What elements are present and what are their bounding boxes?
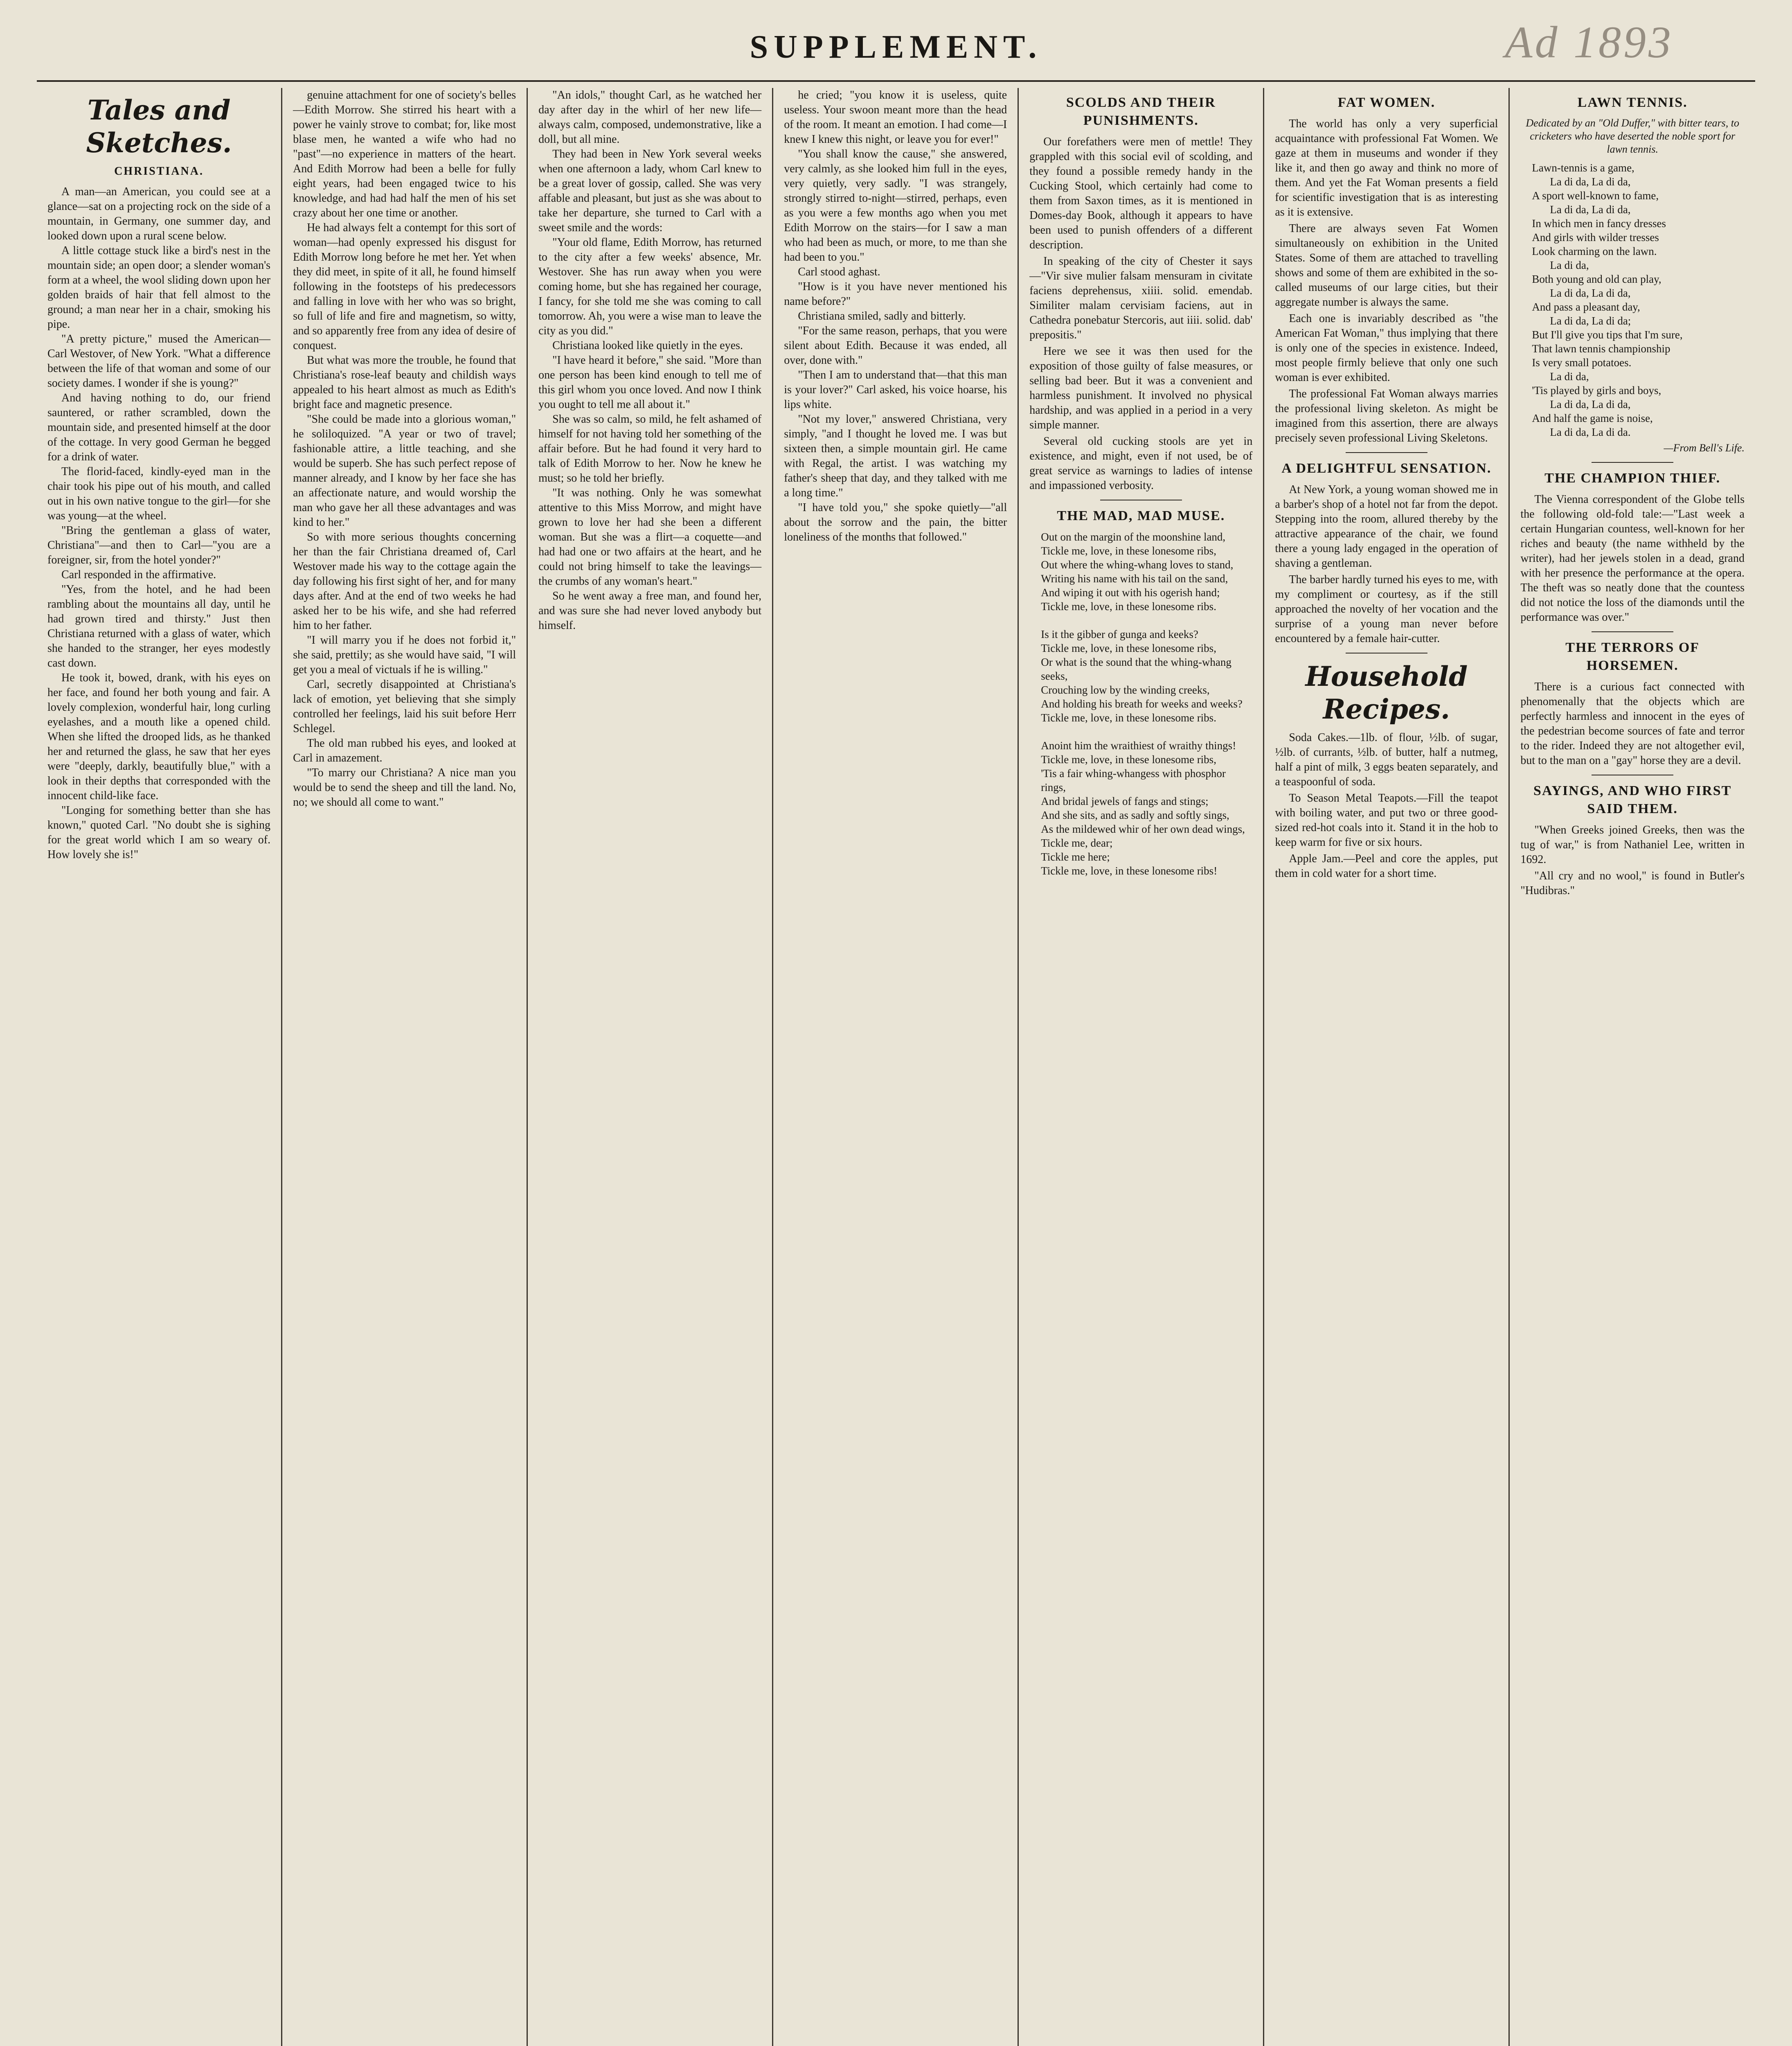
verse-line: Tickle me, love, in these lonesome ribs, [1041,753,1216,766]
verse-line: Tickle me, love, in these lonesome ribs. [1041,600,1216,613]
paragraph: To Season Metal Teapots.—Fill the teapot with boiling water, and put two or three good-sized red-hot coals into it. Stand it in the hob to keep warm for five or six hours. [1275,792,1498,849]
terrors-of-horsemen-article [1520,680,1745,768]
verse-line: Is it the gibber of gunga and keeks? [1041,628,1198,640]
paragraph: Each one is invariably described as "the American Fat Woman," thus implying that there is only one of the species in existence. Indeed, most people firmly believe that only one such woman is ever exhibited. [1275,312,1498,384]
verse-line: La di da, La di da, [1550,398,1631,410]
sensation-article [1275,482,1498,646]
verse-line: And wiping it out with his ogerish hand; [1041,586,1220,599]
verse-line: But I'll give you tips that I'm sure, [1532,329,1683,341]
verse-line: Writing his name with his tail on the sand, [1041,572,1228,585]
paragraph: "Not my lover," answered Christiana, very simply, "and I thought he loved me. I was but sixteen then, a simple mountain girl. He came with Regal, the artist. I was watching my father's sheep that day, and they talked with me a long time." [784,413,1007,499]
paragraph: "A pretty picture," mused the American—Carl Westover, of New York. "What a difference between the life of that woman and some of our society dames. I wonder if she is young?" [47,333,271,390]
scolds-article [1029,135,1252,493]
verse-line: La di da, La di da. [1550,426,1631,438]
verse-line: As the mildewed whir of her own dead wings, [1041,823,1245,835]
mad-muse-poem [1029,530,1252,878]
paragraph: Here we see it was then used for the exposition of those guilty of false measures, or selling bad beer. But it was a convenient and harmless punishment. It involved no physical hardship, and was applied in a period in a very simple manner. [1029,345,1253,431]
paragraph: Christiana smiled, sadly and bitterly. [798,310,966,322]
paragraph: But what was more the trouble, he found that Christiana's rose-leaf beauty and childish ways appealed to his heart almost as much as Edith's bright face and magnetic presence. [293,354,516,411]
sayings-article [1520,823,1745,898]
verse-line: Or what is the sound that the whing-whang seeks, [1041,656,1231,682]
verse-line [1041,613,1252,627]
paragraph: A little cottage stuck like a bird's nest in the mountain side; an open door; a slender woman's form at a wheel, the wool sliding down upon her golden braids of hair that fell almost to the ground; a man near her in a chair, smoking his pipe. [47,244,271,331]
paragraph: Carl, secretly disappointed at Christiana's lack of emotion, yet believing that she simply controlled her feelings, laid his suit before Herr Schlegel. [293,678,516,735]
paragraph: "Bring the gentleman a glass of water, Christiana"—and then to Carl—"you are a foreigner, sir, from the hotel yonder?" [47,524,271,566]
story-body-continued [293,88,516,2046]
verse-line: Crouching low by the winding creeks, [1041,684,1210,696]
verse-line: Tickle me here; [1041,851,1110,863]
paragraph: He had always felt a contempt for this sort of woman—had openly expressed his disgust for Edith Morrow long before he met her. Yet when they did meet, in spite of it all, he found himself following in the footsteps of his predecessors and falling in love with her who was so bright, so full of life and fire and magnetism, so witty, and so apparently free from any idea of desire of conquest. [293,221,516,352]
verse-line [1041,725,1252,739]
verse-line: Tickle me, love, in these lonesome ribs. [1041,712,1216,724]
paragraph: So he went away a free man, and found her, and was sure she had never loved anybody but himself. [538,590,762,632]
paragraph: "When Greeks joined Greeks, then was the tug of war," is from Nathaniel Lee, written in 1692. [1520,824,1745,866]
paragraph: She was so calm, so mild, he felt ashamed of himself for not having told her something of the affair before. But he had found it very hard to talk of Edith Morrow to her. Now he knew he must; so he told her briefly. [538,413,762,484]
story-body-continued [538,88,761,2046]
divider [1592,631,1673,632]
verse-line: La di da, La di da, [1550,287,1631,299]
column-5 [1019,88,1264,2046]
fat-women-title: FAT WOMEN. [1337,95,1436,110]
verse-line: And girls with wilder tresses [1532,231,1659,243]
paragraph: A man—an American, you could see at a glance—sat on a projecting rock on the side of a mountain, in Germany, one summer day, and looked down upon a rural scene below. [47,185,271,242]
verse-line: La di da, [1550,259,1589,271]
columns [37,88,1755,2046]
verse-line: Tickle me, love, in these lonesome ribs! [1041,865,1218,877]
divider [1592,462,1673,463]
champion-thief-title: THE CHAMPION THIEF. [1544,471,1721,486]
divider [1346,452,1427,453]
champion-thief-article [1520,492,1745,625]
paragraph: "I have told you," she spoke quietly—"all about the sorrow and the pain, the bitter loneliness of the months that followed." [784,501,1007,543]
verse-line: That lawn tennis championship [1532,343,1670,355]
library-stamp: Ad 1893 [1505,17,1673,67]
column-2 [282,88,528,2046]
paragraph: "Then I am to understand that—that this man is your lover?" Carl asked, his voice hoarse, his lips white. [784,369,1007,411]
paragraph: There are always seven Fat Women simultaneously on exhibition in the United States. Some of them are attached to travelling shows and some of them are exhibited in the so-called museums of our large cities, but their aggregate number is always the same. [1275,222,1498,309]
paragraph: So with more serious thoughts concerning her than the fair Christiana dreamed of, Carl Westover made his way to the cottage again the day following his first sight of her, and for many days after. And at the end of two weeks he had asked her to be his wife, and she had referred him to her father. [293,531,516,632]
paragraph: The world has only a very superficial acquaintance with professional Fat Women. We gaze at them in museums and wonder if they like it, and then go away and think no more of them. And yet the Fat Woman presents a field for scientific investigation that is as interesting as it is extensive. [1275,117,1498,219]
paragraph: "I have heard it before," she said. "More than one person has been kind enough to tell me of this girl whom you once loved. And now I think you ought to tell me all about it." [538,354,762,411]
masthead [45,16,1747,78]
section-heading-tales: Tales and Sketches. [86,94,232,159]
verse-line: And holding his breath for weeks and weeks? [1041,698,1243,710]
verse-line: La di da, [1550,370,1589,383]
household-recipes [1275,730,1498,881]
story-title: CHRISTIANA. [114,165,204,178]
paragraph: "I will marry you if he does not forbid it," she said, prettily; as she would have said, "I will get you a meal of victuals if he is willing." [293,634,516,676]
paragraph: They had been in New York several weeks when one afternoon a lady, whom Carl knew to be a great lover of gossip, called. She was very affable and pleasant, but just as she was about to take her departure, she turned to Carl with a sweet smile and the words: [538,148,762,234]
paragraph: There is a curious fact connected with phenomenally that the objects which are perfectly harmless and innocent in the eyes of the pedestrian become sources of fate and terror to the rider. Indeed they are not altogether evil, but to the man on a "gay" horse they are a devil. [1520,680,1745,767]
column-1 [37,88,282,2046]
column-4 [773,88,1019,2046]
household-recipes-title: Household Recipes. [1305,660,1468,725]
masthead-rule [37,80,1755,82]
paragraph: "All cry and no wool," is found in Butler's "Hudibras." [1520,870,1745,897]
verse-line: Anoint him the wraithiest of wraithy things! [1041,739,1236,752]
paragraph: Our forefathers were men of mettle! They grappled with this social evil of scolding, and they found a possible remedy handy in the Cucking Stool, which certainly had come to them from Saxon times, as it is mentioned in Domes-day Book, although it appears to have been used to punish offenders of a different description. [1029,135,1253,251]
paragraph: The Vienna correspondent of the Globe tells the following old-fold tale:—"Last week a certain Hungarian countess, well-known for her riches and beauty (the name withheld by the writer), had her jewels stolen in a dead, grand with her presence the performance at the opera. The theft was so neatly done that the countess did not notice the loss of the diamonds until the performance was over." [1520,493,1745,624]
verse-line: Tickle me, love, in these lonesome ribs, [1041,545,1216,557]
verse-line: Is very small potatoes. [1532,356,1632,369]
paragraph: Soda Cakes.—1lb. of flour, ½lb. of sugar, ½lb. of currants, ½lb. of butter, half a nutmeg, half a pint of milk, 3 eggs beaten separately, and a teaspoonful of soda. [1275,731,1498,788]
paragraph: Carl stood aghast. [798,266,880,278]
paragraph: "It was nothing. Only he was somewhat attentive to this Miss Morrow, and might have grown to love her had she been a different woman. But she was a flirt—a coquette—and had had one or two affairs at the heart, and he could not bring himself to take the leavings—the crumbs of any woman's heart." [538,487,762,588]
verse-line: And pass a pleasant day, [1532,301,1640,313]
paragraph: Carl responded in the affirmative. [61,568,216,581]
lawn-tennis-dedication: Dedicated by an "Old Duffer," with bitter tears, to cricketers who have deserted the noble sport for lawn tennis. [1526,117,1739,155]
paragraph: He took it, bowed, drank, with his eyes on her face, and found her both young and fair. A lovely complexion, wonderful hair, long curling eyelashes, and a mouth like a opened child. When she lifted the drooped lids, as he thanked her and returned the glass, he saw that her eyes were "deeply, darkly, beautifully blue," with a look in their depths that corresponded with the innocent child-like face. [47,671,271,802]
sensation-title: A DELIGHTFUL SENSATION. [1281,461,1492,476]
paragraph: Apple Jam.—Peel and core the apples, put them in cold water for a short time. [1275,852,1498,880]
sayings-title: SAYINGS, AND WHO FIRST SAID THEM. [1533,783,1732,816]
verse-line: And half the game is noise, [1532,412,1653,424]
paragraph: "Your old flame, Edith Morrow, has returned to the city after a few weeks' absence, Mr. Westover. She has run away when you were coming home, but she has regained her courage, I fancy, for she told me she was coming to call tomorrow. Ah, you were a wise man to leave the city as you did." [538,236,762,337]
verse-line: In which men in fancy dresses [1532,217,1666,230]
fat-women-article [1275,117,1498,446]
verse-line: Tickle me, love, in these lonesome ribs, [1041,642,1216,654]
verse-line: La di da, La di da; [1550,315,1631,327]
paragraph: The barber hardly turned his eyes to me, with my compliment or courtesy, as if the still approached the novelty of her vocation and the surprise of a young man never before encountered by a female hair-cutter. [1275,573,1498,645]
verse-line: A sport well-known to fame, [1532,189,1659,202]
paragraph: And having nothing to do, our friend sauntered, or rather scrambled, down the mountain side, and presented himself at the door of the cottage. In very good German he begged for a drink of water. [47,392,271,463]
story-body-continued [784,88,1007,2046]
paragraph: "Yes, from the hotel, and he had been rambling about the mountains all day, until he had grown tired and thirsty." Just then Christiana returned with a glass of water, which she handed to the stranger, her eyes modestly cast down. [47,583,271,669]
paragraph: "An idols," thought Carl, as he watched her day after day in the whirl of her new life—always calm, composed, undemonstrative, like a doll, but all mine. [538,89,762,146]
story-body [47,185,270,2046]
lawn-tennis-poem [1520,161,1745,439]
paragraph: "Longing for something better than she has known," quoted Carl. "No doubt she is sighing for the great world which I am so weary of. How lovely she is!" [47,804,271,861]
column-6 [1264,88,1510,2046]
paragraph: "How is it you have never mentioned his name before?" [784,280,1007,308]
verse-line: La di da, La di da, [1550,203,1631,216]
paragraph: "For the same reason, perhaps, that you were silent about Edith. Because it was ended, all over, done with." [784,324,1007,367]
paragraph: "You shall know the cause," she answered, very calmly, as she looked him full in the eyes, very quietly, very sadly. "I was strangely, strongly stirred to-night—stirred, perhaps, even as you were a few months ago when you met Edith Morrow on the stairs—for I saw a man who had been as much, or more, to me than she had been to you." [784,148,1007,264]
paragraph: Christiana looked like quietly in the eyes. [552,339,743,352]
lawn-tennis-credit: —From Bell's Life. [1664,442,1745,454]
paragraph: The old man rubbed his eyes, and looked at Carl in amazement. [293,737,516,764]
verse-line: And bridal jewels of fangs and stings; [1041,795,1209,807]
paragraph: "To marry our Christiana? A nice man you would be to send the sheep and till the land. No, no; we should all come to want." [293,766,516,809]
verse-line: La di da, La di da, [1550,176,1631,188]
verse-line: Out on the margin of the moonshine land, [1041,531,1226,543]
lawn-tennis-title: LAWN TENNIS. [1577,95,1688,110]
verse-line: And she sits, and as sadly and softly sings, [1041,809,1229,821]
verse-line: Both young and old can play, [1532,273,1661,285]
verse-line: 'Tis played by girls and boys, [1532,384,1661,397]
verse-line: Look charming on the lawn. [1532,245,1657,257]
verse-line: Tickle me, dear; [1041,837,1113,849]
paragraph: In speaking of the city of Chester it says—"Vir sive mulier falsam mensuram in civitate faciens deprehensus, xiiii. solid. emendab. Similiter malam cervisiam faciens, aut in Cathedra ponebatur Stercoris, aut iiii. solid. dab' prepositis." [1029,255,1253,341]
paragraph: The florid-faced, kindly-eyed man in the chair took his pipe out of his mouth, and called out in his own native tongue to the girl—for she was young—at the wheel. [47,465,271,522]
paragraph: "She could be made into a glorious woman," he soliloquized. "A year or two of travel; fashionable attire, a little teaching, and she would be superb. She has such perfect repose of manner already, and I know by her face she has an affectionate nature, and would worship the man who gave her all these advantages and was kind to her." [293,413,516,529]
paragraph: At New York, a young woman showed me in a barber's shop of a hotel not far from the depot. Stepping into the room, allured thereby by the attractive appearance of the chair, we found there a young lady engaged in the operation of shaving a gentleman. [1275,483,1498,570]
column-7 [1510,88,1755,2046]
verse-line: Lawn-tennis is a game, [1532,162,1634,174]
verse-line: Out where the whing-whang loves to stand, [1041,559,1234,571]
masthead-title: SUPPLEMENT. [750,29,1042,65]
verse-line: 'Tis a fair whing-whangess with phosphor rings, [1041,767,1226,793]
paragraph: The professional Fat Woman always marries the professional living skeleton. As might be imagined from this assertion, there are always precisely seven professional Living Skeletons. [1275,388,1498,444]
paragraph: genuine attachment for one of society's belles—Edith Morrow. She stirred his heart with a power he vainly strove to combat; for, like most blase men, he wanted a wife who had no "past"—no experience in matters of the heart. And Edith Morrow had been a belle for fully eight years, had been engaged twice to his knowledge, and had had half the men of his set crazy about her one time or another. [293,89,516,219]
mad-muse-title: THE MAD, MAD MUSE. [1057,508,1225,523]
column-3 [528,88,773,2046]
paragraph: Several old cucking stools are yet in existence, and might, even if not used, be of great service as warnings to ladies of intense and impassioned verbosity. [1029,435,1253,492]
paragraph: he cried; "you know it is useless, quite useless. Your swoon meant more than the head of the room. It meant an emotion. I had come—I knew I knew this night, or leave you for ever!" [784,89,1007,146]
scolds-title: SCOLDS AND THEIR PUNISHMENTS. [1066,95,1216,128]
terrors-of-horsemen-title: THE TERRORS OF HORSEMEN. [1565,640,1700,673]
